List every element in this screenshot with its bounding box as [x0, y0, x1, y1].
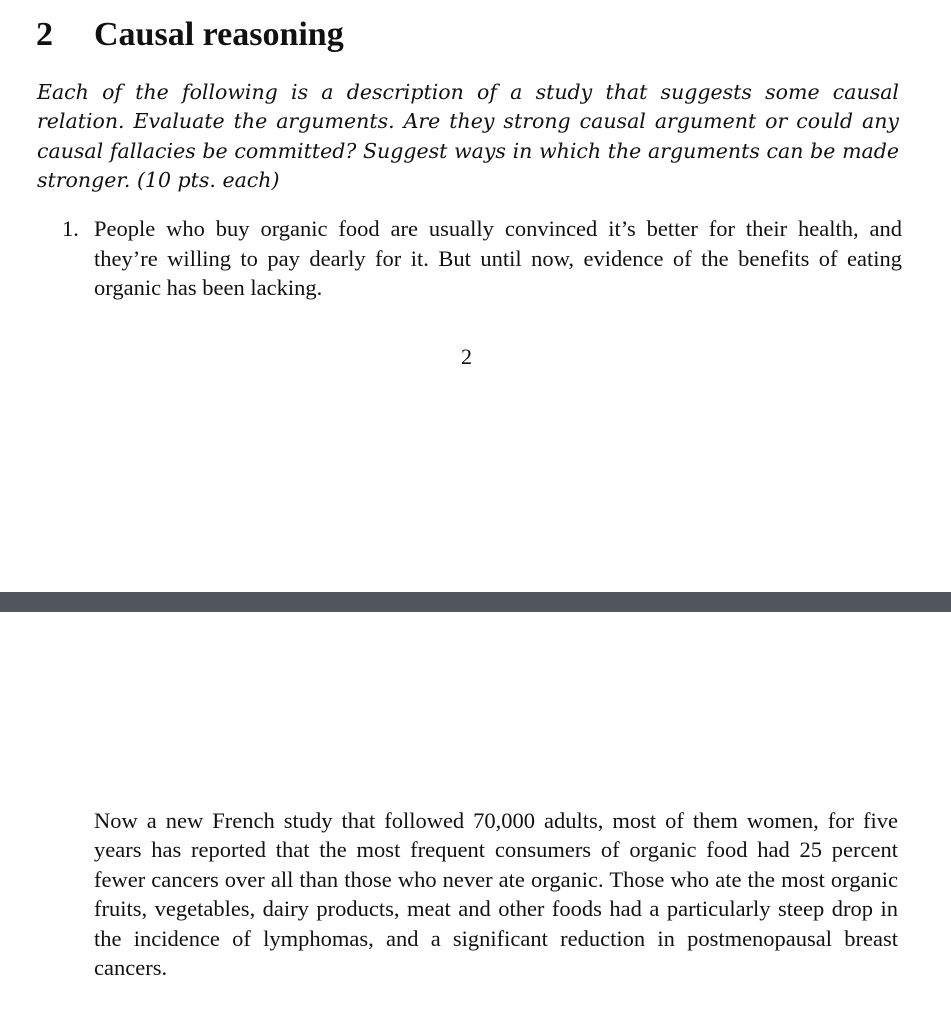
- section-heading: [36, 14, 344, 56]
- list-item: [62, 214, 902, 303]
- section-number: 2: [36, 16, 53, 53]
- document-page-2: [0, 612, 951, 1024]
- section-title: Causal reasoning: [94, 16, 344, 53]
- list-item-continuation: Now a new French study that followed 70,000 adults, most of them women, for five years has reported that the most frequent consumers of organic food had 25 percent fewer cancers over all than those who never ate organic. Those who ate the most organic fruits, vegetables, dairy products, meat and other foods had a particularly steep drop in the incidence of lymphomas, and a significant reduction in postmenopausal breast cancers.: [94, 808, 898, 981]
- section-instructions: Each of the following is a description of a study that suggests some causal relation. Evaluate the arguments. Are they strong causal argument or could any causal fallacies be committed? Suggest ways in which the arguments can be made stronger. (10 pts. each): [37, 80, 899, 193]
- list-item-text: People who buy organic food are usually convinced it’s better for their health, and they’re willing to pay dearly for it. But until now, evidence of the benefits of eating organic has been lacking.: [94, 216, 902, 300]
- page-divider: [0, 592, 951, 612]
- list-item-number: 1.: [62, 216, 79, 241]
- page-number: 2: [461, 344, 472, 369]
